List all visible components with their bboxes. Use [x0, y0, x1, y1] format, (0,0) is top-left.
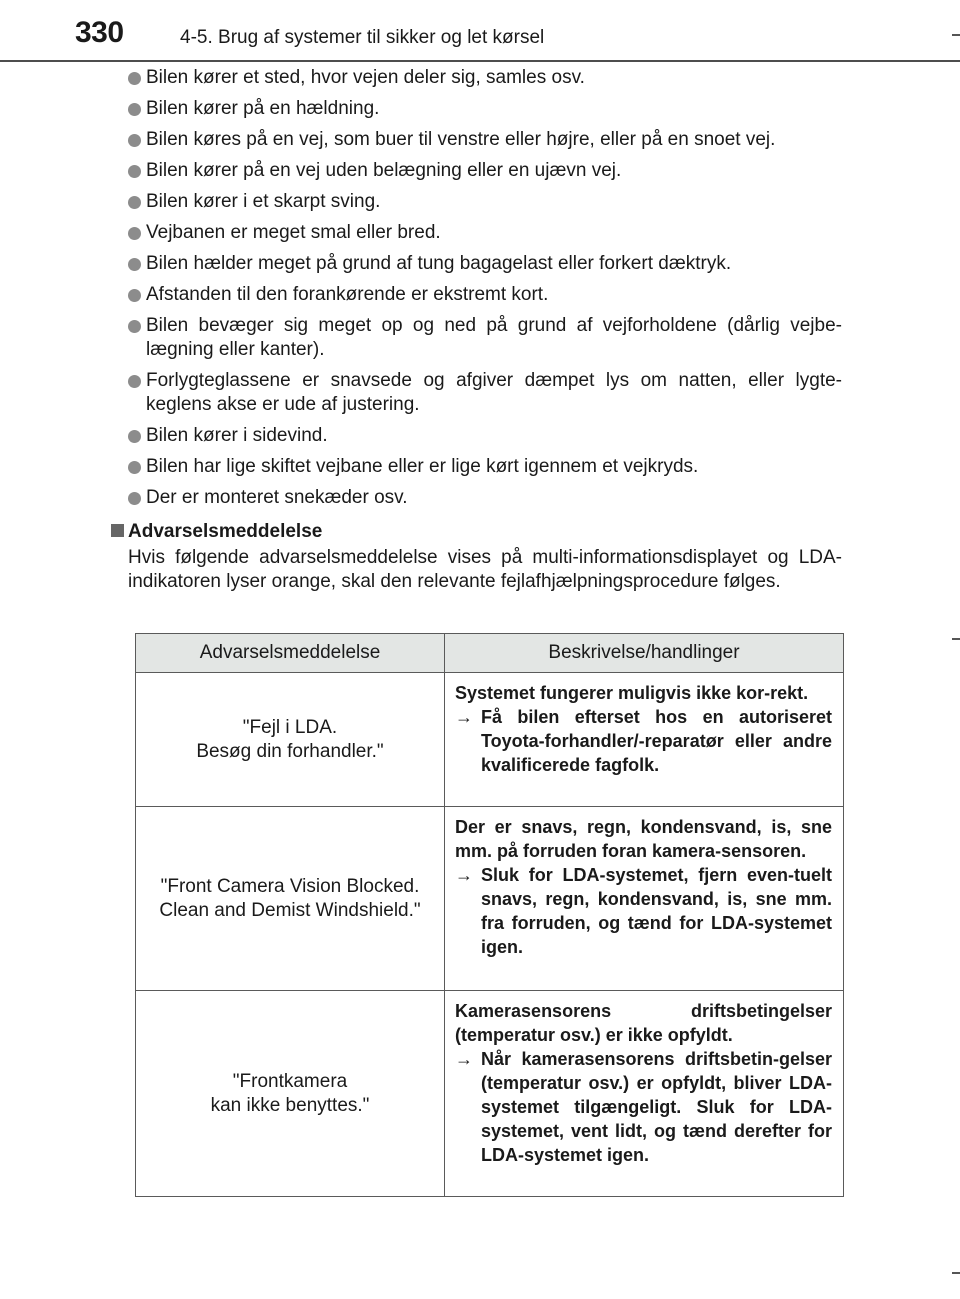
list-item: Bilen køres på en vej, som buer til venstre eller højre, eller på en snoet vej. — [128, 128, 842, 152]
bullet-icon — [128, 430, 141, 443]
description-cell — [445, 991, 844, 1197]
page-number: 330 — [75, 16, 124, 49]
list-item: Bilen kører på en hældning. — [128, 97, 842, 121]
action-text: → Når kamerasensorens driftsbetin-gelser (temperatur osv.) er opfyldt, bliver LDA-systemet tilgængeligt. Sluk for LDA-systemet, vent lidt, og tænd derefter for LDA-systemet igen. — [455, 1049, 832, 1165]
description-text: Der er snavs, regn, kondensvand, is, sne mm. på forruden foran kamera-sensoren. — [455, 817, 832, 861]
list-item: Bilen bevæger sig meget op og ned på grund af vejforholdene (dårlig vejbe-lægning eller kanter). — [128, 314, 842, 362]
table-header-row — [136, 634, 844, 673]
description-text: Kamerasensorens driftsbetingelser (temperatur osv.) er ikke opfyldt. — [455, 1001, 832, 1045]
page-content — [128, 66, 842, 594]
table-row — [136, 673, 844, 807]
warning-message-cell: "Fejl i LDA. Besøg din forhandler." — [136, 673, 445, 807]
table-row — [136, 991, 844, 1197]
bullet-icon — [128, 461, 141, 474]
description-cell — [445, 807, 844, 991]
list-item: Forlygteglassene er snavsede og afgiver dæmpet lys om natten, eller lygte-keglens akse er ude af justering. — [128, 369, 842, 417]
arrow-right-icon: → — [455, 1049, 473, 1069]
action-text: → Sluk for LDA-systemet, fjern even-tuelt snavs, regn, kondensvand, is, sne mm. fra forruden, og tænd for LDA-systemet igen. — [455, 865, 832, 957]
square-bullet-icon — [111, 524, 124, 537]
header-rule — [0, 60, 960, 62]
crop-mark — [952, 34, 960, 36]
column-header-description: Beskrivelse/handlinger — [445, 634, 844, 673]
bullet-icon — [128, 196, 141, 209]
list-item: Bilen kører på en vej uden belægning eller en ujævn vej. — [128, 159, 842, 183]
description-cell — [445, 673, 844, 807]
section-body: Hvis følgende advarselsmeddelelse vises på multi-informationsdisplayet og LDA-indikatoren lyser orange, skal den relevante fejlafhjælpningsprocedure følges. — [128, 547, 842, 592]
list-item: Bilen kører et sted, hvor vejen deler sig, samles osv. — [128, 66, 842, 90]
bullet-list — [128, 66, 842, 510]
list-item: Bilen hælder meget på grund af tung bagagelast eller forkert dæktryk. — [128, 252, 842, 276]
bullet-icon — [128, 258, 141, 271]
arrow-right-icon: → — [455, 865, 473, 885]
warning-table — [135, 633, 844, 1197]
arrow-right-icon: → — [455, 707, 473, 727]
bullet-icon — [128, 375, 141, 388]
list-item: Bilen kører i sidevind. — [128, 424, 842, 448]
description-text: Systemet fungerer muligvis ikke kor-rekt. — [455, 683, 809, 703]
crop-mark — [952, 638, 960, 640]
crop-mark — [952, 1272, 960, 1274]
column-header-message: Advarselsmeddelelse — [136, 634, 445, 673]
bullet-icon — [128, 289, 141, 302]
bullet-icon — [128, 134, 141, 147]
list-item: Afstanden til den forankørende er ekstremt kort. — [128, 283, 842, 307]
page-header — [0, 0, 960, 60]
action-text: → Få bilen efterset hos en autoriseret Toyota-forhandler/-reparatør eller andre kvalificerede fagfolk. — [455, 707, 832, 775]
list-item: Bilen kører i et skarpt sving. — [128, 190, 842, 214]
list-item: Der er monteret snekæder osv. — [128, 486, 842, 510]
list-item: Vejbanen er meget smal eller bred. — [128, 221, 842, 245]
bullet-icon — [128, 492, 141, 505]
chapter-title: 4-5. Brug af systemer til sikker og let kørsel — [180, 27, 545, 48]
warning-message-cell: "Front Camera Vision Blocked. Clean and Demist Windshield." — [136, 807, 445, 991]
section-heading: Advarselsmeddelelse — [128, 520, 842, 544]
bullet-icon — [128, 320, 141, 333]
warning-message-cell: "Frontkamera kan ikke benyttes." — [136, 991, 445, 1197]
bullet-icon — [128, 165, 141, 178]
list-item: Bilen har lige skiftet vejbane eller er lige kørt igennem et vejkryds. — [128, 455, 842, 479]
bullet-icon — [128, 103, 141, 116]
bullet-icon — [128, 72, 141, 85]
table-row — [136, 807, 844, 991]
bullet-icon — [128, 227, 141, 240]
